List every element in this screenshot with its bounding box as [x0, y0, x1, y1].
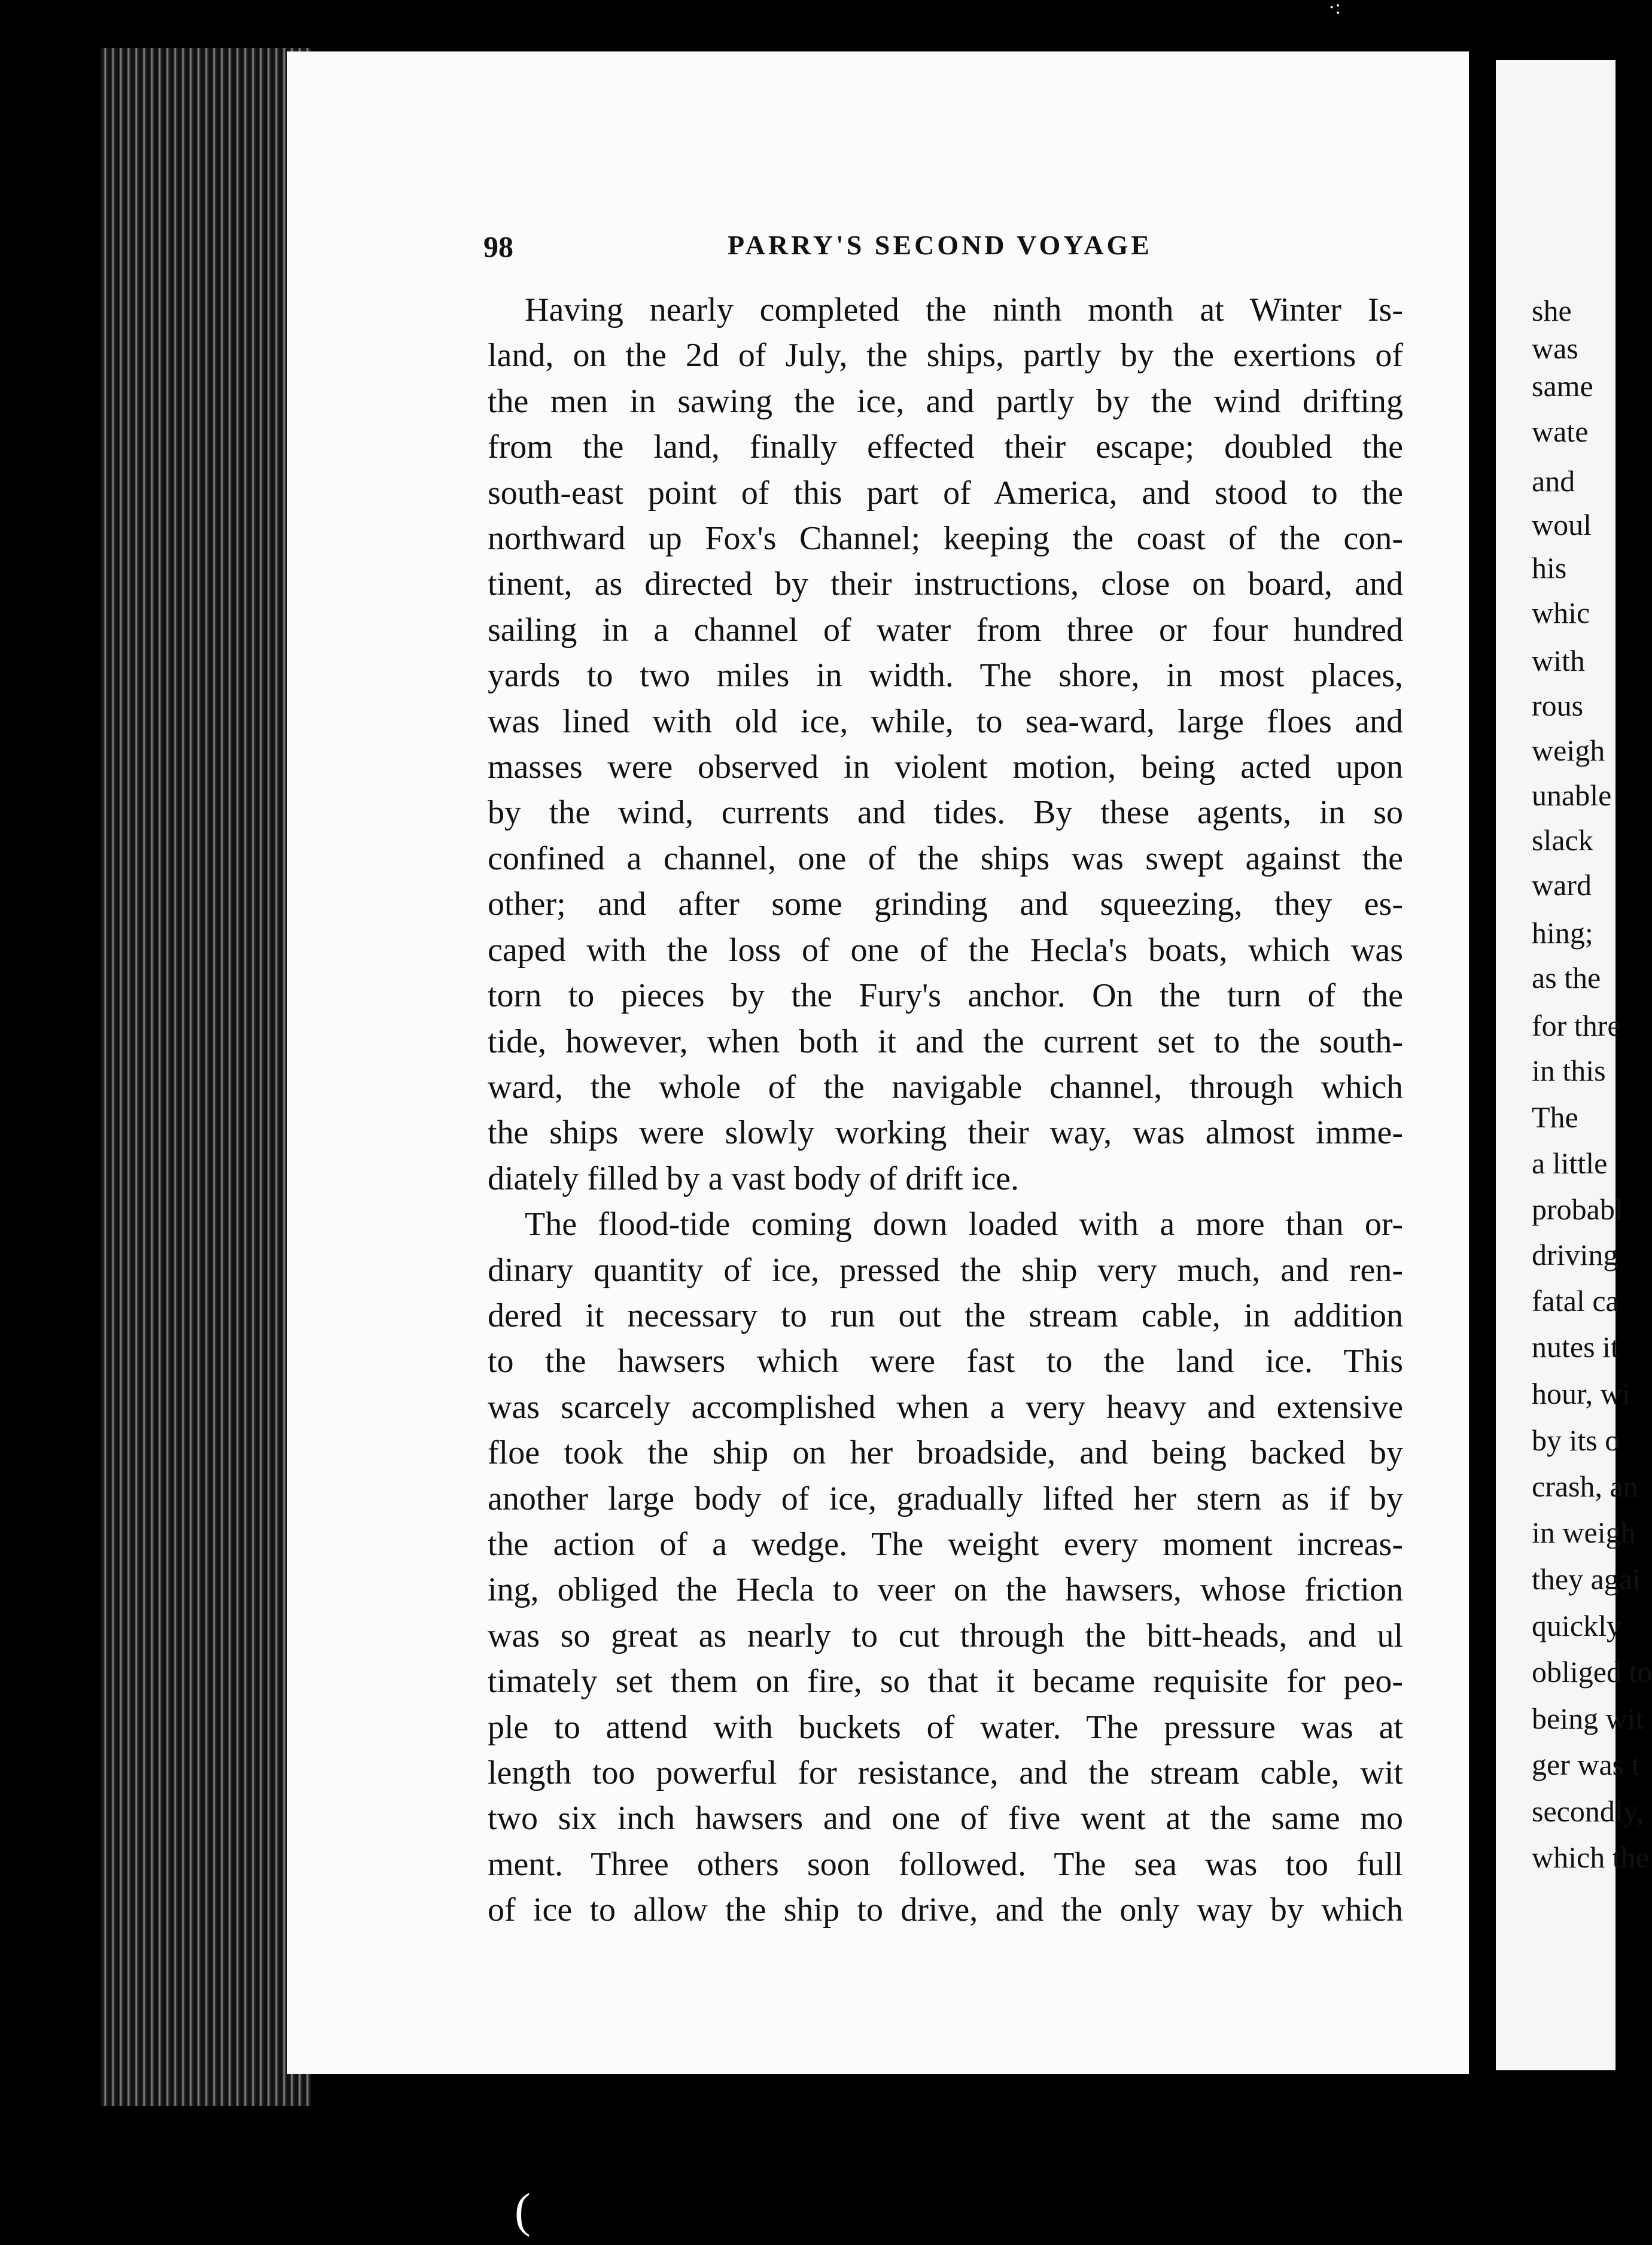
right-page-line: ward [1532, 868, 1592, 902]
right-page-line: quickly [1532, 1609, 1621, 1642]
text-line: land, on the 2d of July, the ships, partly by the exertions of [488, 337, 1403, 375]
text-line: Having nearly completed the ninth month at Winter Is- [525, 291, 1403, 328]
right-page-line: wate [1532, 415, 1589, 448]
right-page-line: woul [1532, 508, 1592, 542]
text-line: diately filled by a vast body of drift ice. [488, 1160, 1019, 1197]
text-line: yards to two miles in width. The shore, in most places, [488, 657, 1403, 695]
right-page-line: weigh [1532, 734, 1605, 767]
text-line: two six inch hawsers and one of five went at the same mo [488, 1800, 1403, 1838]
right-page-line: they agai [1532, 1562, 1641, 1596]
right-page-line: in weigh [1532, 1516, 1636, 1549]
right-page-line: rous [1532, 689, 1584, 722]
right-page-line: The [1532, 1100, 1578, 1134]
right-page-line: and [1532, 464, 1575, 498]
text-line: timately set them on fire, so that it became requisite for peo- [488, 1663, 1403, 1701]
right-page-line: whic [1532, 596, 1590, 629]
text-line: was so great as nearly to cut through the bitt-heads, and ul [488, 1617, 1403, 1654]
scan-speck: ·: [1328, 0, 1341, 19]
right-page-line: secondly, [1532, 1794, 1644, 1828]
right-page-line: unable [1532, 778, 1612, 812]
right-page-line: slack [1532, 823, 1593, 857]
text-line: ward, the whole of the navigable channel, through which [488, 1068, 1403, 1106]
text-line: another large body of ice, gradually lifted her stern as if by [488, 1480, 1403, 1517]
text-line: the action of a wedge. The weight every moment increas- [488, 1525, 1403, 1563]
text-line: to the hawsers which were fast to the land ice. This [488, 1343, 1403, 1380]
right-page-line: fatal ca [1532, 1284, 1619, 1318]
right-page-line: his [1532, 551, 1567, 585]
right-page-line: nutes it [1532, 1330, 1619, 1364]
text-line: dered it necessary to run out the stream cable, in addition [488, 1297, 1403, 1334]
right-page-line: she [1532, 294, 1572, 327]
right-page-line: being wit [1532, 1702, 1644, 1735]
right-page-line: a little [1532, 1146, 1608, 1180]
right-page-line: for thre [1532, 1009, 1621, 1042]
right-page-line: by its o [1532, 1423, 1620, 1457]
right-page-line: as the [1532, 961, 1601, 994]
text-line: was scarcely accomplished when a very heavy and extensive [488, 1388, 1403, 1426]
right-page-line: hour, wi [1532, 1377, 1630, 1410]
text-line: tinent, as directed by their instructions, close on board, and [488, 565, 1403, 603]
text-line: ple to attend with buckets of water. The pressure was at [488, 1708, 1403, 1746]
text-line: torn to pieces by the Fury's anchor. On the turn of the [488, 977, 1403, 1015]
right-page-line: with [1532, 644, 1585, 677]
text-line: The flood-tide coming down loaded with a more than or- [525, 1206, 1403, 1243]
text-line: south-east point of this part of America, and stood to the [488, 474, 1403, 512]
text-line: sailing in a channel of water from three or four hundred [488, 611, 1403, 649]
text-line: caped with the loss of one of the Hecla's boats, which was [488, 931, 1403, 969]
right-page-line: crash, an [1532, 1470, 1638, 1503]
text-line: other; and after some grinding and squeezing, they es- [488, 886, 1403, 923]
text-line: ing, obliged the Hecla to veer on the hawsers, whose friction [488, 1571, 1403, 1609]
text-line: northward up Fox's Channel; keeping the coast of the con- [488, 520, 1403, 558]
right-page-line: ger was t [1532, 1748, 1640, 1781]
text-line: ment. Three others soon followed. The sea was too full [488, 1845, 1403, 1883]
text-line: dinary quantity of ice, pressed the ship very much, and ren- [488, 1251, 1403, 1289]
running-head: PARRY'S SECOND VOYAGE [728, 230, 1152, 260]
text-line: tide, however, when both it and the current set to the south- [488, 1023, 1403, 1060]
text-line: confined a channel, one of the ships was swept against the [488, 839, 1403, 877]
text-line: length too powerful for resistance, and the stream cable, wit [488, 1754, 1403, 1791]
right-page-line: was [1532, 331, 1578, 365]
right-page-line: same [1532, 369, 1593, 403]
text-line: the ships were slowly working their way, was almost imme- [488, 1114, 1403, 1152]
right-page-line: probabl [1532, 1193, 1623, 1226]
right-page-line: in this [1532, 1054, 1606, 1087]
text-line: of ice to allow the ship to drive, and the only way by which [488, 1891, 1403, 1929]
right-page-line: obliged to [1532, 1655, 1652, 1689]
book-page-edges [101, 48, 311, 2106]
scan-speck: ( [515, 2185, 531, 2237]
page-number: 98 [483, 230, 513, 263]
right-page-line: driving [1532, 1238, 1618, 1271]
text-line: floe took the ship on her broadside, and being backed by [488, 1434, 1403, 1472]
text-line: the men in sawing the ice, and partly by the wind drifting [488, 382, 1403, 420]
right-page-line: which the [1532, 1841, 1649, 1874]
text-line: from the land, finally effected their escape; doubled the [488, 428, 1403, 466]
text-line: masses were observed in violent motion, being acted upon [488, 749, 1403, 786]
text-line: was lined with old ice, while, to sea-ward, large floes and [488, 702, 1403, 740]
right-page-line: hing; [1532, 916, 1593, 950]
body-text [488, 287, 1403, 1933]
text-line: by the wind, currents and tides. By these agents, in so [488, 794, 1403, 832]
